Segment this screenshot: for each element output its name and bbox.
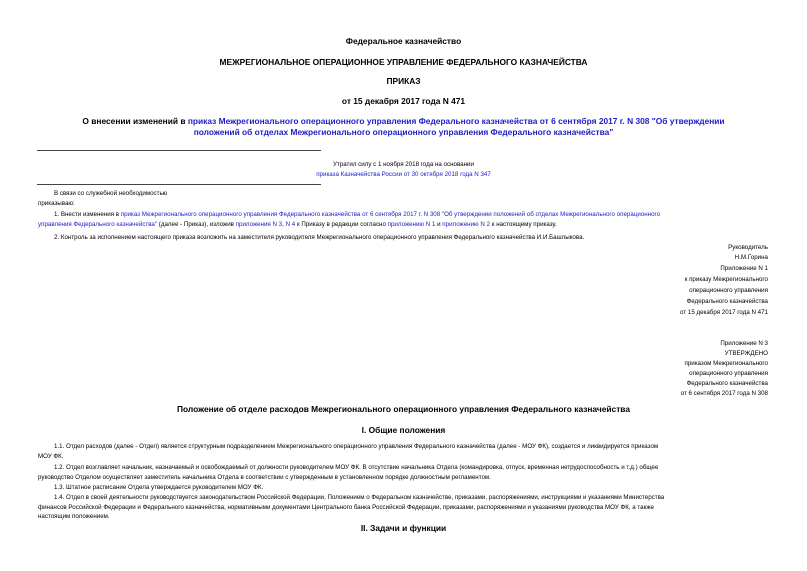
- regulation-title: Положение об отделе расходов Межрегионального операционного управления Федерального казначейства: [177, 404, 630, 414]
- item-1: [38, 210, 778, 229]
- subject-link-cont[interactable]: положений об отделах Межрегионального операционного управления Федерального казначейства": [193, 127, 614, 137]
- paragraph-line: руководство Отделом осуществляет заместитель начальника Отдела в соответствии с утвержденным в установленном порядке должностным регламентом.: [38, 473, 491, 481]
- status-note-link[interactable]: приказа Казначейства России от 30 октября 2018 года N 347: [316, 170, 491, 178]
- intro-text: В связи со служебной необходимостью: [54, 190, 168, 197]
- status-note-text: Утратил силу с 1 ноября 2018 года на основании: [333, 161, 474, 168]
- paragraph-1-1: [38, 442, 778, 461]
- appendix1-block: [500, 264, 768, 318]
- item1-link-appendix4[interactable]: N 4: [285, 220, 296, 228]
- doc-type: ПРИКАЗ: [386, 76, 421, 86]
- item-2: 2. Контроль за исполнением настоящего приказа возложить на заместителя руководителя Межрегионального операционного управления Федерального казначейства И.И.Башлыкова.: [54, 234, 585, 241]
- item1-comma: ,: [282, 220, 286, 228]
- paragraph-line: 1.4. Отдел в своей деятельности руководствуется законодательством Российской Федерации, Положением о Федеральном казначействе, приказами, распоряжениями, инструкциями и указаниями Министерства: [54, 494, 665, 501]
- divider: [37, 184, 321, 185]
- paragraph-line: 1.1. Отдел расходов (далее - Отдел) является структурным подразделением Межрегионального операционного управления Федерального казначейства (далее - МОУ ФК), создается и ликвидируется приказом: [54, 443, 659, 450]
- doc-date-number: от 15 декабря 2017 года N 471: [341, 96, 466, 106]
- paragraph-line: финансов Российской Федерации и Федерального казначейства, нормативными документами Центрального банка Российской Федерации, приказами, распоряжениями и указаниями руководства МОУ ФК, а также: [38, 503, 654, 511]
- item1-and: и: [435, 220, 443, 228]
- appendix3-block: [500, 339, 768, 399]
- appendix1-line: операционного управления: [689, 287, 768, 294]
- item1-link-annex1[interactable]: приложению N 1: [387, 220, 436, 228]
- item1-link-annex2[interactable]: приложению N 2: [442, 220, 491, 228]
- subject-link[interactable]: приказ Межрегионального операционного управления Федерального казначейства от 6 сентября 2017 г. N 308 "Об утверждении: [187, 116, 725, 126]
- appendix1-line: Федерального казначейства: [686, 298, 768, 305]
- signature-title: Руководитель: [728, 244, 768, 251]
- paragraph-line: настоящим положением.: [38, 513, 110, 520]
- item1-link-order[interactable]: приказ Межрегионального операционного управления Федерального казначейства от 6 сентября 2017 г. N 308 "Об утверждении положений об отделах Межрегионального операционного: [120, 211, 661, 218]
- item1-prefix: 1. Внести изменения в: [54, 211, 121, 218]
- paragraph-line: МОУ ФК.: [38, 452, 64, 460]
- divider: [37, 150, 321, 151]
- appendix3-line: Федерального казначейства: [686, 380, 768, 387]
- status-note: [0, 160, 807, 179]
- section-heading-tasks: II. Задачи и функции: [360, 523, 447, 533]
- paragraph-1-2: [38, 463, 778, 482]
- doc-subject: [0, 116, 807, 138]
- appendix1-line: от 15 декабря 2017 года N 471: [680, 309, 768, 316]
- appendix1-line: Приложение N 1: [720, 265, 768, 272]
- department-name: МЕЖРЕГИОНАЛЬНОЕ ОПЕРАЦИОННОЕ УПРАВЛЕНИЕ ФЕДЕРАЛЬНОГО КАЗНАЧЕЙСТВА: [219, 57, 588, 67]
- item1-mid: (далее - Приказ), изложив: [157, 220, 236, 228]
- paragraph-1-4: [38, 493, 778, 522]
- appendix3-line: УТВЕРЖДЕНО: [724, 350, 768, 357]
- item1-link-appendix3[interactable]: приложения N 3: [235, 220, 283, 228]
- paragraph-1-3: 1.3. Штатное расписание Отдела утверждается руководителем МОУ ФК.: [54, 484, 264, 491]
- paragraph-line: 1.2. Отдел возглавляет начальник, назначаемый и освобождаемый от должности руководителем МОУ ФК. В отсутствие начальника Отдела (командировка, отпуск, временная нетрудоспособность и т.д.) общее: [54, 464, 659, 471]
- appendix3-line: операционного управления: [689, 370, 768, 377]
- appendix3-line: приказом Межрегионального: [684, 360, 768, 367]
- appendix3-line: Приложение N 3: [720, 340, 768, 347]
- item1-end: к настоящему приказу.: [490, 220, 557, 228]
- agency-name: Федеральное казначейство: [345, 36, 462, 46]
- item1-link-order-cont[interactable]: управления Федерального казначейства": [38, 220, 158, 228]
- order-word: приказываю:: [38, 200, 75, 207]
- section-heading-general: I. Общие положения: [361, 425, 446, 435]
- appendix3-line: от 6 сентября 2017 года N 308: [680, 390, 768, 397]
- appendix1-line: к приказу Межрегионального: [684, 276, 768, 283]
- subject-prefix: О внесении изменений в: [82, 116, 188, 126]
- signature-name: Н.М.Горина: [734, 254, 768, 261]
- item1-mid2: к Приказу в редакции согласно: [295, 220, 388, 228]
